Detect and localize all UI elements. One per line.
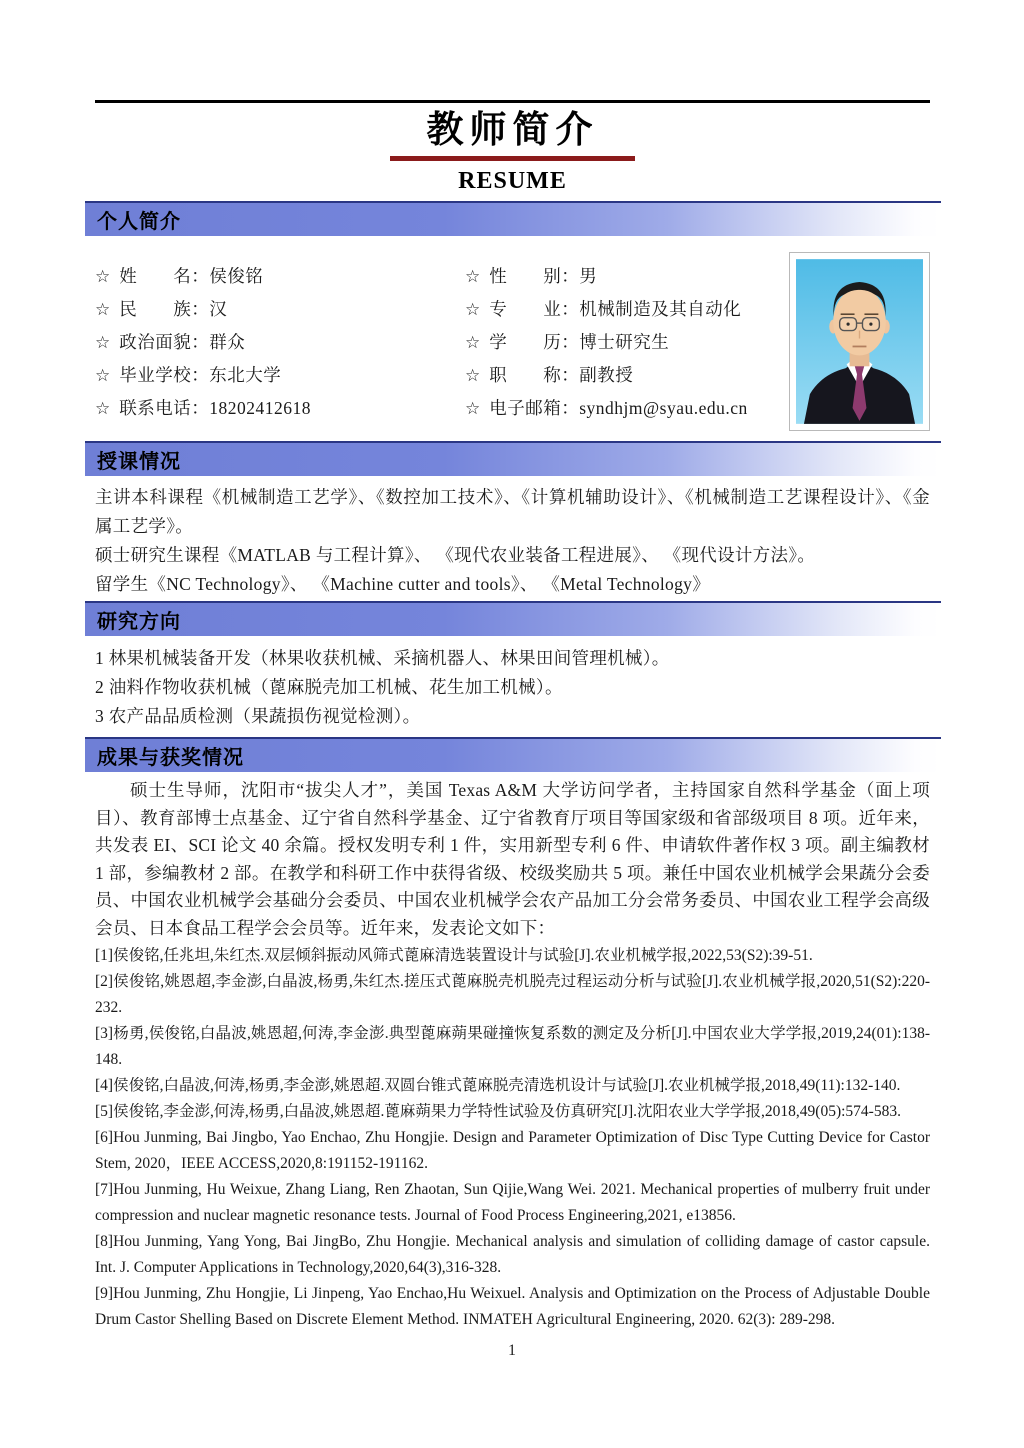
- info-item-political-status: [95, 326, 465, 359]
- page-subtitle: RESUME: [458, 167, 567, 194]
- personal-section: [95, 236, 930, 431]
- star-icon: ☆: [95, 267, 111, 287]
- teaching-text: [95, 483, 930, 599]
- research-item: 2 油料作物收获机械（蓖麻脱壳加工机械、花生加工机械）。: [95, 677, 563, 698]
- teaching-line: 留学生《NC Technology》、 《Machine cutter and tools》、 《Metal Technology》: [95, 574, 711, 595]
- info-item-name: [95, 260, 465, 293]
- research-item: 1 林果机械装备开发（林果收获机械、采摘机器人、林果田间管理机械）。: [95, 648, 670, 669]
- reference-item: [3]杨勇,侯俊铭,白晶波,姚恩超,何涛,李金澎.典型蓖麻蒴果碰撞恢复系数的测定及分析[J].中国农业大学学报,2019,24(01):138-148.: [95, 1025, 930, 1069]
- info-item-gender: [465, 260, 789, 293]
- info-value: syndhjm@syau.edu.cn: [579, 398, 748, 419]
- reference-item: [4]侯俊铭,白晶波,何涛,杨勇,李金澎,姚恩超.双圆台锥式蓖麻脱壳清选机设计与试验[J].农业机械学报,2018,49(11):132-140.: [95, 1077, 901, 1095]
- research-item: 3 农产品品质检测（果蔬损伤视觉检测）。: [95, 706, 421, 727]
- section-header-research-label: 研究方向: [97, 611, 181, 634]
- star-icon: ☆: [465, 333, 481, 353]
- reference-item: [1]侯俊铭,任兆坦,朱红杰.双层倾斜振动风筛式蓖麻清选装置设计与试验[J].农业机械学报,2022,53(S2):39-51.: [95, 947, 813, 965]
- star-icon: ☆: [465, 366, 481, 386]
- star-icon: ☆: [95, 399, 111, 419]
- section-header-teaching: [85, 441, 941, 476]
- reference-item: [7]Hou Junming, Hu Weixue, Zhang Liang, Ren Zhaotan, Sun Qijie,Wang Wei. 2021. Mechanical properties of mulberry fruit under compression and nuclear magnetic resonance tests. Journal of Food Process Engineering,2021, e13856.: [95, 1181, 930, 1225]
- section-header-achievements-label: 成果与获奖情况: [97, 747, 244, 770]
- info-label: 民 族：: [119, 299, 210, 320]
- info-item-ethnicity: [95, 293, 465, 326]
- page-content: [95, 0, 930, 1333]
- eye-left: [847, 323, 850, 326]
- info-item-major: [465, 293, 789, 326]
- info-label: 职 称：: [489, 365, 580, 386]
- info-value: 群众: [209, 332, 246, 353]
- star-icon: ☆: [95, 300, 111, 320]
- reference-list: [95, 943, 930, 1333]
- info-item-title: [465, 359, 789, 392]
- portrait-photo: [789, 252, 930, 431]
- reference-item: [8]Hou Junming, Yang Yong, Bai JingBo, Zhu Hongjie. Mechanical analysis and simulation of colliding damage of castor capsule. Int. J. Computer Applications in Technology,2020,64(3),316-328.: [95, 1233, 930, 1277]
- info-item-graduate-school: [95, 359, 465, 392]
- info-value: 18202412618: [209, 398, 311, 419]
- teaching-line: 硕士研究生课程《MATLAB 与工程计算》、 《现代农业装备工程进展》、 《现代设计方法》。: [95, 545, 816, 566]
- personal-info-columns: [95, 236, 789, 431]
- section-header-achievements: [85, 737, 941, 772]
- info-label: 性 别：: [489, 266, 580, 287]
- info-label: 学 历：: [489, 332, 580, 353]
- personal-info-left-column: [95, 260, 465, 431]
- info-value: 东北大学: [209, 365, 282, 386]
- teaching-line: 主讲本科课程《机械制造工艺学》、《数控加工技术》、《计算机辅助设计》、《机械制造工艺课程设计》、《金属工艺学》。: [95, 487, 930, 537]
- research-text: [95, 644, 930, 731]
- info-item-phone: [95, 392, 465, 425]
- title-block: [95, 109, 930, 195]
- info-value: 汉: [209, 299, 228, 320]
- eye-right: [869, 323, 872, 326]
- star-icon: ☆: [95, 333, 111, 353]
- page-number: 1: [508, 1342, 516, 1359]
- page-title: 教师简介: [426, 108, 599, 151]
- info-label: 毕业学校：: [119, 365, 210, 386]
- title-underline: [390, 156, 635, 161]
- section-header-personal: [85, 201, 941, 236]
- reference-item: [5]侯俊铭,李金澎,何涛,杨勇,白晶波,姚恩超.蓖麻蒴果力学特性试验及仿真研究[J].沈阳农业大学学报,2018,49(05):574-583.: [95, 1103, 901, 1121]
- info-item-degree: [465, 326, 789, 359]
- star-icon: ☆: [95, 366, 111, 386]
- info-label: 联系电话：: [119, 398, 210, 419]
- section-header-research: [85, 601, 941, 636]
- section-header-teaching-label: 授课情况: [97, 451, 181, 474]
- reference-item: [2]侯俊铭,姚恩超,李金澎,白晶波,杨勇,朱红杰.搓压式蓖麻脱壳机脱壳过程运动分析与试验[J].农业机械学报,2020,51(S2):220-232.: [95, 973, 930, 1017]
- info-value: 男: [579, 266, 598, 287]
- achievements-summary: 硕士生导师，沈阳市“拔尖人才”，美国 Texas A&M 大学访问学者，主持国家自然科学基金（面上项目）、教育部博士点基金、辽宁省自然科学基金、辽宁省教育厅项目等国家级和省部级项目 8 项。近年来，共发表 EI、SCI 论文 40 余篇。授权发明专利 1 件，实用新型专利 6 件、申请软件著作权 3 项。副主编教材 1 部，参编教材 2 部。在教学和科研工作中获得省级、校级奖励共 5 项。兼任中国农业机械学会果蔬分会委员、中国农业机械学会基础分会委员、中国农业机械学会农产品加工分会常务委员、中国农业工程学会高级会员、日本食品工程学会会员等。近年来，发表论文如下：: [95, 780, 930, 938]
- info-label: 电子邮箱：: [489, 398, 580, 419]
- top-rule: [95, 100, 930, 103]
- info-value: 博士研究生: [579, 332, 670, 353]
- info-label: 姓 名：: [119, 266, 210, 287]
- reference-item: [9]Hou Junming, Zhu Hongjie, Li Jinpeng, Yao Enchao,Hu Weixuel. Analysis and Optimization on the Process of Adjustable Double Drum Castor Shelling Based on Discrete Element Method. INMATEH Agricultural Engineering, 2020. 62(3): 289-298.: [95, 1285, 930, 1329]
- info-label: 政治面貌：: [119, 332, 210, 353]
- info-value: 副教授: [579, 365, 634, 386]
- star-icon: ☆: [465, 267, 481, 287]
- info-value: 机械制造及其自动化: [579, 299, 742, 320]
- info-label: 专 业：: [489, 299, 580, 320]
- reference-item: [6]Hou Junming, Bai Jingbo, Yao Enchao, Zhu Hongjie. Design and Parameter Optimization of Disc Type Cutting Device for Castor Stem, 2020，IEEE ACCESS,2020,8:191152-191162.: [95, 1129, 930, 1173]
- section-header-personal-label: 个人简介: [97, 211, 181, 234]
- info-item-email: [465, 392, 789, 425]
- star-icon: ☆: [465, 399, 481, 419]
- star-icon: ☆: [465, 300, 481, 320]
- personal-info-right-column: [465, 260, 789, 431]
- portrait-photo-illustration: [796, 259, 923, 424]
- info-value: 侯俊铭: [209, 266, 264, 287]
